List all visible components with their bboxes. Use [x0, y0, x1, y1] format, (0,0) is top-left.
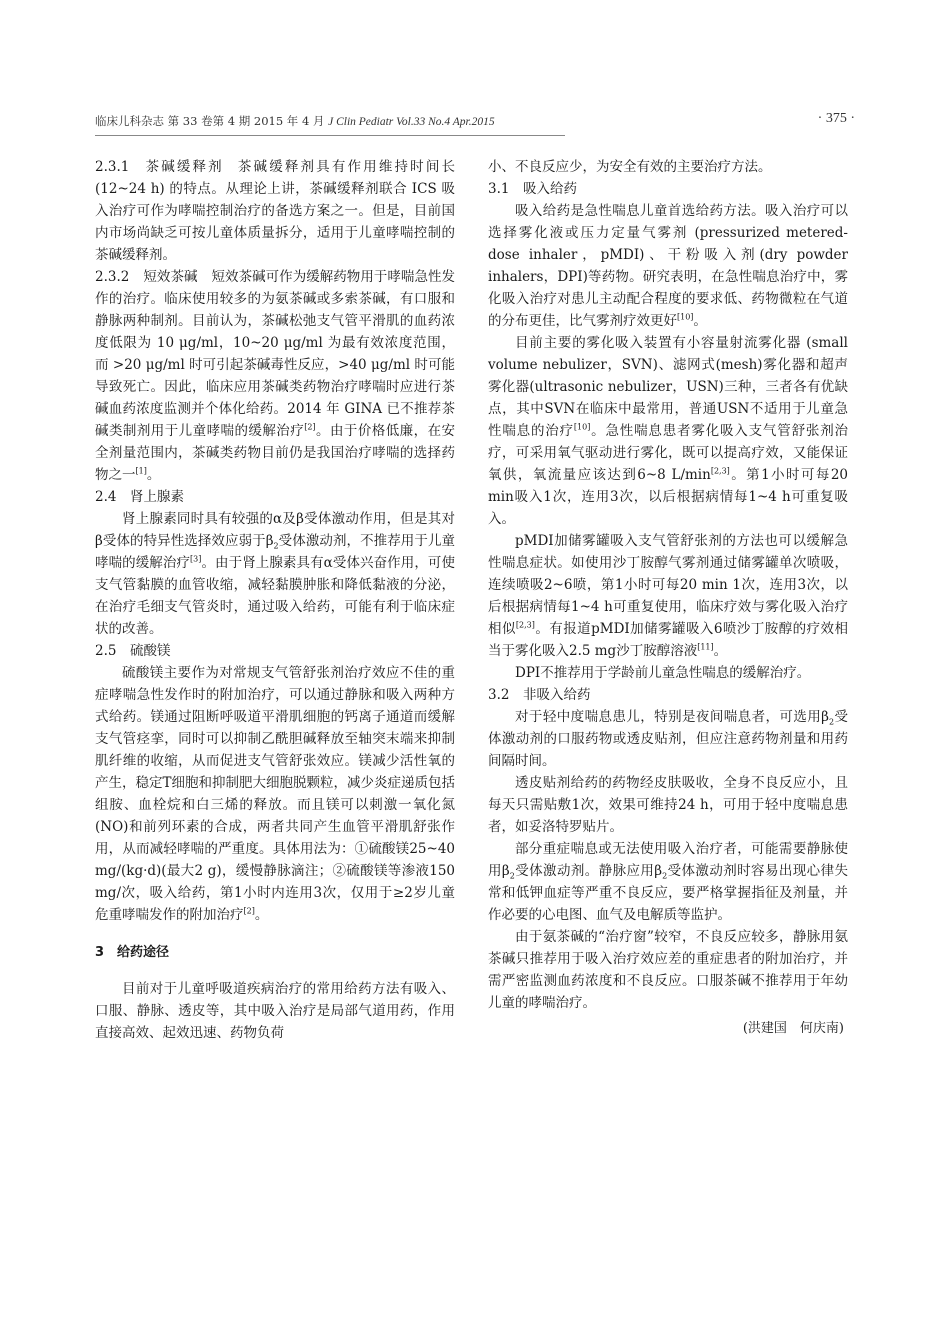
- citation-ref: [10]: [573, 422, 591, 432]
- section-number: 2.3.1: [95, 159, 130, 175]
- paragraph-text: 肾上腺素同时具有较强的α及β受体激动作用，但是其对β受体的特异性选择效应弱于β: [95, 511, 455, 549]
- paragraph-text: 硫酸镁主要作为对常规支气管舒张剂治疗效应不佳的重症哮喘急性发作时的附加治疗，可以通过静脉和吸入两种方式给药。镁通过阻断呼吸道平滑肌细胞的钙离子通道而缓解支气管痉挛，同时可以抑制乙酰胆碱释放至轴突末端来抑制肌纤维的收缩，从而促进支气管舒张效应。镁减少活性氧的产生，稳定T细胞和抑制肥大细胞脱颗粒，减少炎症递质包括组胺、血栓烷和白三烯的释放。而且镁可以刺激一氧化氮(NO)和前列环素的合成，两者共同产生血管平滑肌舒张作用，从而减轻哮喘的严重度。具体用法为：①硫酸镁25~40 mg/(kg·d)(最大2 g)，缓慢静脉滴注；②硫酸镁等渗液150 mg/次，吸入给药，第1小时内连用3次，仅用于≥2岁儿童危重哮喘发作的附加治疗: [95, 665, 456, 923]
- paragraph-text: 。急性喘息患者雾化吸入支气管舒张剂治疗，可采用氧气驱动进行雾化，既可以提高疗效，又能保证氧供，氧流量应该达到6~8 L/min: [488, 423, 849, 483]
- paragraph-text: 受体激动剂的口服药物或透皮贴剂，但应注意药物剂量和用药间隔时间。: [488, 709, 848, 769]
- paragraph-text: 。由于价格低廉，在安全剂量范围内，茶碱类药物目前仍是我国治疗哮喘的选择药物之一: [95, 423, 456, 483]
- paragraph: [488, 706, 848, 772]
- running-header: [95, 113, 855, 133]
- paragraph-text: 。: [254, 907, 269, 923]
- paragraph-text: 受体激动剂时容易出现心律失常和低钾血症等严重不良反应，要严格掌握指征及剂量，并作必要的心电图、血气及电解质等监护。: [488, 863, 849, 923]
- subscript: 2: [273, 541, 279, 551]
- section-2-3-2: [95, 266, 455, 486]
- section-heading-3-1: 3.1 吸入给药: [488, 181, 577, 197]
- subscript: 2: [662, 871, 668, 881]
- citation-ref: [1]: [135, 466, 147, 476]
- left-column: [95, 156, 455, 1044]
- citation-ref: [11]: [697, 642, 714, 652]
- subscript: 2: [828, 717, 835, 727]
- citation-ref: [2]: [243, 906, 255, 916]
- section-heading-3: 3 给药途径: [95, 945, 170, 960]
- paragraph-text: 受体激动剂，不推荐用于儿童哮喘的缓解治疗: [95, 533, 456, 571]
- section-2-3-1: [95, 156, 455, 266]
- paragraph-text: 。: [713, 643, 728, 659]
- section-title: 短效茶碱: [143, 269, 198, 285]
- paragraph: [488, 332, 848, 530]
- author-credit: (洪建国 何庆南): [742, 1021, 844, 1036]
- paragraph-continued: 小、不良反应少，为安全有效的主要治疗方法。: [488, 159, 772, 175]
- journal-name-en: J Clin Pediatr Vol.33 No.4 Apr.2015: [328, 116, 495, 128]
- paragraph-text: 短效茶碱可作为缓解药物用于哮喘急性发作的治疗。临床使用较多的为氨茶碱或多索茶碱，有口服和静脉两种制剂。目前认为，茶碱松弛支气管平滑肌的血药浓度低限为 10 μg/ml，10~20 μg/ml 为最有效浓度范围，而 >20 μg/ml 时可引起茶碱毒性反应，>40 μg/ml 时可能导致死亡。因此，临床应用茶碱类药物治疗哮喘时应进行茶碱血药浓度监测并个体化给药。2014 年 GINA 已不推荐茶碱类制剂用于儿童哮喘的缓解治疗: [95, 269, 456, 439]
- paragraph-text: 。第1小时可每20 min吸入1次，连用3次，以后根据病情每1~4 h可重复吸入。: [488, 467, 848, 527]
- paragraph-text: 。: [146, 467, 161, 483]
- section-title: 茶碱缓释剂: [143, 159, 224, 175]
- section-number: 2.3.2: [95, 269, 130, 285]
- paragraph: 由于氨茶碱的“治疗窗”较窄，不良反应较多，静脉用氨茶碱只推荐用于吸入治疗效应差的重症患者的附加治疗，并需严密监测血药浓度和不良反应。口服茶碱不推荐用于年幼儿童的哮喘治疗。: [488, 929, 848, 1011]
- header-rule: [95, 135, 565, 136]
- paragraph-text: 吸入给药是急性喘息儿童首选给药方法。吸入治疗可以选择雾化液或压力定量气雾剂 (pressurized metered-dose inhaler，pMDI)、干粉吸入剂(dry powder inhalers，DPI)等药物。研究表明，在急性喘息治疗中，雾化吸入治疗对患儿主动配合程度的要求低、药物微粒在气道的分布更佳，比气雾剂疗效更好: [488, 203, 848, 329]
- right-column: [488, 156, 848, 1040]
- paragraph: DPI不推荐用于学龄前儿童急性喘息的缓解治疗。: [515, 665, 811, 681]
- page-number: · 375 ·: [817, 111, 855, 126]
- subscript: 2: [509, 871, 515, 881]
- paragraph: [488, 200, 848, 332]
- citation-ref: [3]: [190, 554, 202, 564]
- paragraph-text: 。: [693, 313, 707, 329]
- citation-ref: [2,3]: [515, 620, 535, 630]
- paragraph-text: 部分重症喘息或无法使用吸入治疗者，可能需要静脉使用β: [488, 841, 848, 879]
- paragraph-text: 。由于肾上腺素具有α受体兴奋作用，可使支气管黏膜的血管收缩，减轻黏膜肿胀和降低黏液的分泌，在治疗毛细支气管炎时，通过吸入给药，可能有利于临床症状的改善。: [95, 555, 455, 637]
- journal-citation: [95, 113, 495, 129]
- paragraph: 透皮贴剂给药的药物经皮肤吸收，全身不良反应小，且每天只需贴敷1次，效果可维持24 h，可用于轻中度喘息患者，如妥洛特罗贴片。: [488, 775, 848, 835]
- paragraph-text: 对于轻中度喘息患儿，特别是夜间喘息者，可选用β: [515, 709, 829, 725]
- section-heading-3-2: 3.2 非吸入给药: [488, 687, 591, 703]
- paragraph: 目前对于儿童呼吸道疾病治疗的常用给药方法有吸入、口服、静脉、透皮等，其中吸入治疗是局部气道用药，作用直接高效、起效迅速、药物负荷: [95, 981, 455, 1041]
- paragraph: [95, 662, 455, 926]
- paragraph-text: pMDI加储雾罐吸入支气管舒张剂的方法也可以缓解急性喘息症状。如使用沙丁胺醇气雾剂通过储雾罐单次喷吸，连续喷吸2~6喷，第1小时可每20 min 1次，连用3次，以后根据病情每1~4 h可重复使用，临床疗效与雾化吸入治疗相似: [488, 533, 848, 637]
- paragraph: [488, 838, 848, 926]
- paragraph-text: 。有报道pMDI加储雾罐吸入6喷沙丁胺醇的疗效相当于雾化吸入2.5 mg沙丁胺醇溶液: [488, 621, 849, 659]
- paragraph-text: 目前主要的雾化吸入装置有小容量射流雾化器 (small volume nebulizer，SVN)、滤网式(mesh)雾化器和超声雾化器(ultrasonic nebulizer，USN)三种，三者各有优缺点，其中SVN在临床中最常用，普通USN不适用于儿童急性喘息的治疗: [488, 335, 848, 439]
- paragraph: [95, 508, 455, 640]
- citation-ref: [2]: [304, 422, 316, 432]
- citation-ref: [2,3]: [710, 466, 730, 476]
- paragraph-text: 茶碱缓释剂具有作用维持时间长 (12~24 h) 的特点。从理论上讲，茶碱缓释剂联合 ICS 吸入治疗可作为哮喘控制治疗的备选方案之一。但是，目前国内市场尚缺乏可按儿童体质量拆分，适用于儿童哮喘控制的茶碱缓释剂。: [95, 159, 456, 263]
- paragraph: [488, 530, 848, 662]
- citation-ref: [10]: [677, 312, 694, 322]
- section-heading-2-5: 2.5 硫酸镁: [95, 643, 171, 659]
- section-heading-2-4: 2.4 肾上腺素: [95, 489, 184, 505]
- journal-name-cn: 临床儿科杂志 第 33 卷第 4 期 2015 年 4 月: [95, 114, 329, 128]
- paragraph-text: 受体激动剂。静脉应用β: [514, 863, 663, 879]
